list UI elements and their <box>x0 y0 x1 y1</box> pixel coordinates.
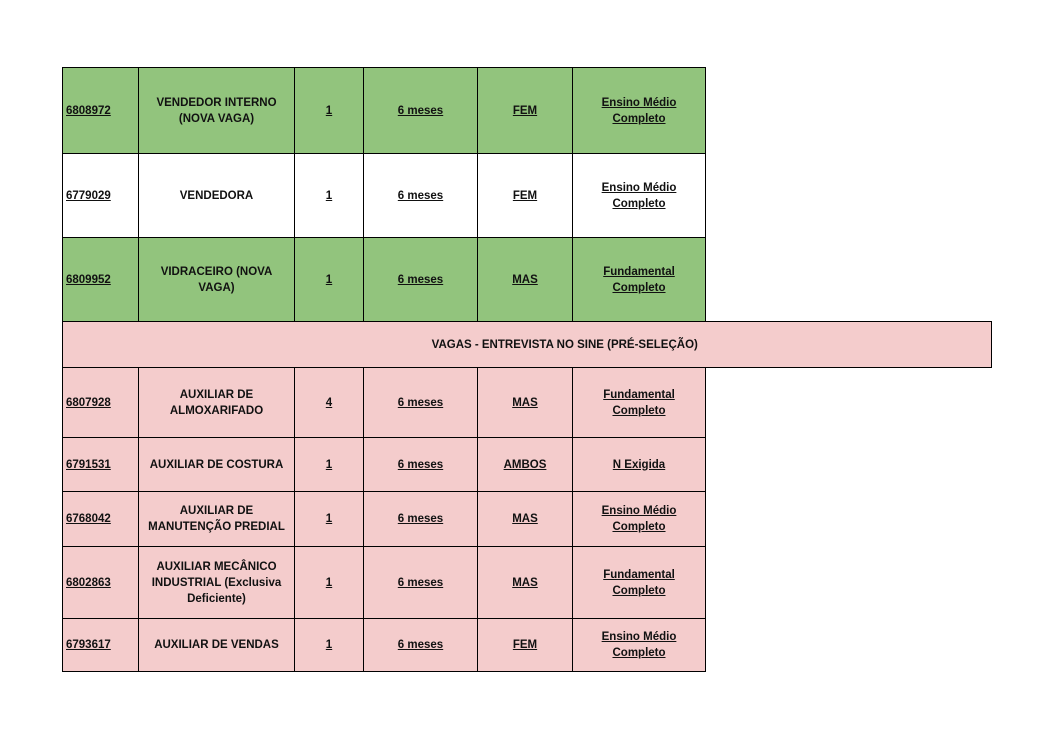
job-row <box>63 238 992 322</box>
section-header-row <box>63 322 992 368</box>
gender-requirement: FEM <box>478 619 573 672</box>
job-code-link[interactable]: 6779029 <box>63 154 139 238</box>
contract-duration: 6 meses <box>364 238 478 322</box>
job-title: VIDRACEIRO (NOVA VAGA) <box>139 238 295 322</box>
job-row <box>63 68 992 154</box>
job-title: AUXILIAR DE MANUTENÇÃO PREDIAL <box>139 492 295 547</box>
job-code-link[interactable]: 6808972 <box>63 68 139 154</box>
contract-duration: 6 meses <box>364 492 478 547</box>
vacancy-count: 1 <box>295 438 364 492</box>
job-row <box>63 492 992 547</box>
vacancy-count: 1 <box>295 547 364 619</box>
gender-requirement: FEM <box>478 68 573 154</box>
job-code-link[interactable]: 6807928 <box>63 368 139 438</box>
vacancy-count: 1 <box>295 68 364 154</box>
contract-duration: 6 meses <box>364 368 478 438</box>
vacancy-count: 4 <box>295 368 364 438</box>
job-code-link[interactable]: 6793617 <box>63 619 139 672</box>
gender-requirement: MAS <box>478 368 573 438</box>
job-row <box>63 154 992 238</box>
vacancy-count: 1 <box>295 238 364 322</box>
gender-requirement: FEM <box>478 154 573 238</box>
job-title: AUXILIAR DE VENDAS <box>139 619 295 672</box>
job-code-link[interactable]: 6791531 <box>63 438 139 492</box>
job-title: AUXILIAR DE COSTURA <box>139 438 295 492</box>
vacancy-count: 1 <box>295 154 364 238</box>
education-requirement: Fundamental Completo <box>573 238 706 322</box>
job-title: VENDEDOR INTERNO (NOVA VAGA) <box>139 68 295 154</box>
section-title: VAGAS - ENTREVISTA NO SINE (PRÉ-SELEÇÃO) <box>139 322 992 368</box>
contract-duration: 6 meses <box>364 68 478 154</box>
gender-requirement: MAS <box>478 547 573 619</box>
education-requirement: Ensino Médio Completo <box>573 492 706 547</box>
job-code-link[interactable]: 6809952 <box>63 238 139 322</box>
job-row <box>63 438 992 492</box>
contract-duration: 6 meses <box>364 154 478 238</box>
job-row <box>63 619 992 672</box>
job-code-link[interactable]: 6768042 <box>63 492 139 547</box>
education-requirement: Fundamental Completo <box>573 547 706 619</box>
job-code-link[interactable]: 6802863 <box>63 547 139 619</box>
education-requirement: N Exigida <box>573 438 706 492</box>
gender-requirement: MAS <box>478 238 573 322</box>
vacancy-count: 1 <box>295 492 364 547</box>
education-requirement: Fundamental Completo <box>573 368 706 438</box>
contract-duration: 6 meses <box>364 619 478 672</box>
section-spacer <box>63 322 139 368</box>
job-title: AUXILIAR DE ALMOXARIFADO <box>139 368 295 438</box>
job-row <box>63 547 992 619</box>
job-title: AUXILIAR MECÂNICO INDUSTRIAL (Exclusiva Deficiente) <box>139 547 295 619</box>
vacancy-count: 1 <box>295 619 364 672</box>
education-requirement: Ensino Médio Completo <box>573 154 706 238</box>
contract-duration: 6 meses <box>364 438 478 492</box>
job-row <box>63 368 992 438</box>
job-title: VENDEDORA <box>139 154 295 238</box>
education-requirement: Ensino Médio Completo <box>573 619 706 672</box>
job-listings-table <box>62 67 992 672</box>
education-requirement: Ensino Médio Completo <box>573 68 706 154</box>
gender-requirement: AMBOS <box>478 438 573 492</box>
gender-requirement: MAS <box>478 492 573 547</box>
contract-duration: 6 meses <box>364 547 478 619</box>
